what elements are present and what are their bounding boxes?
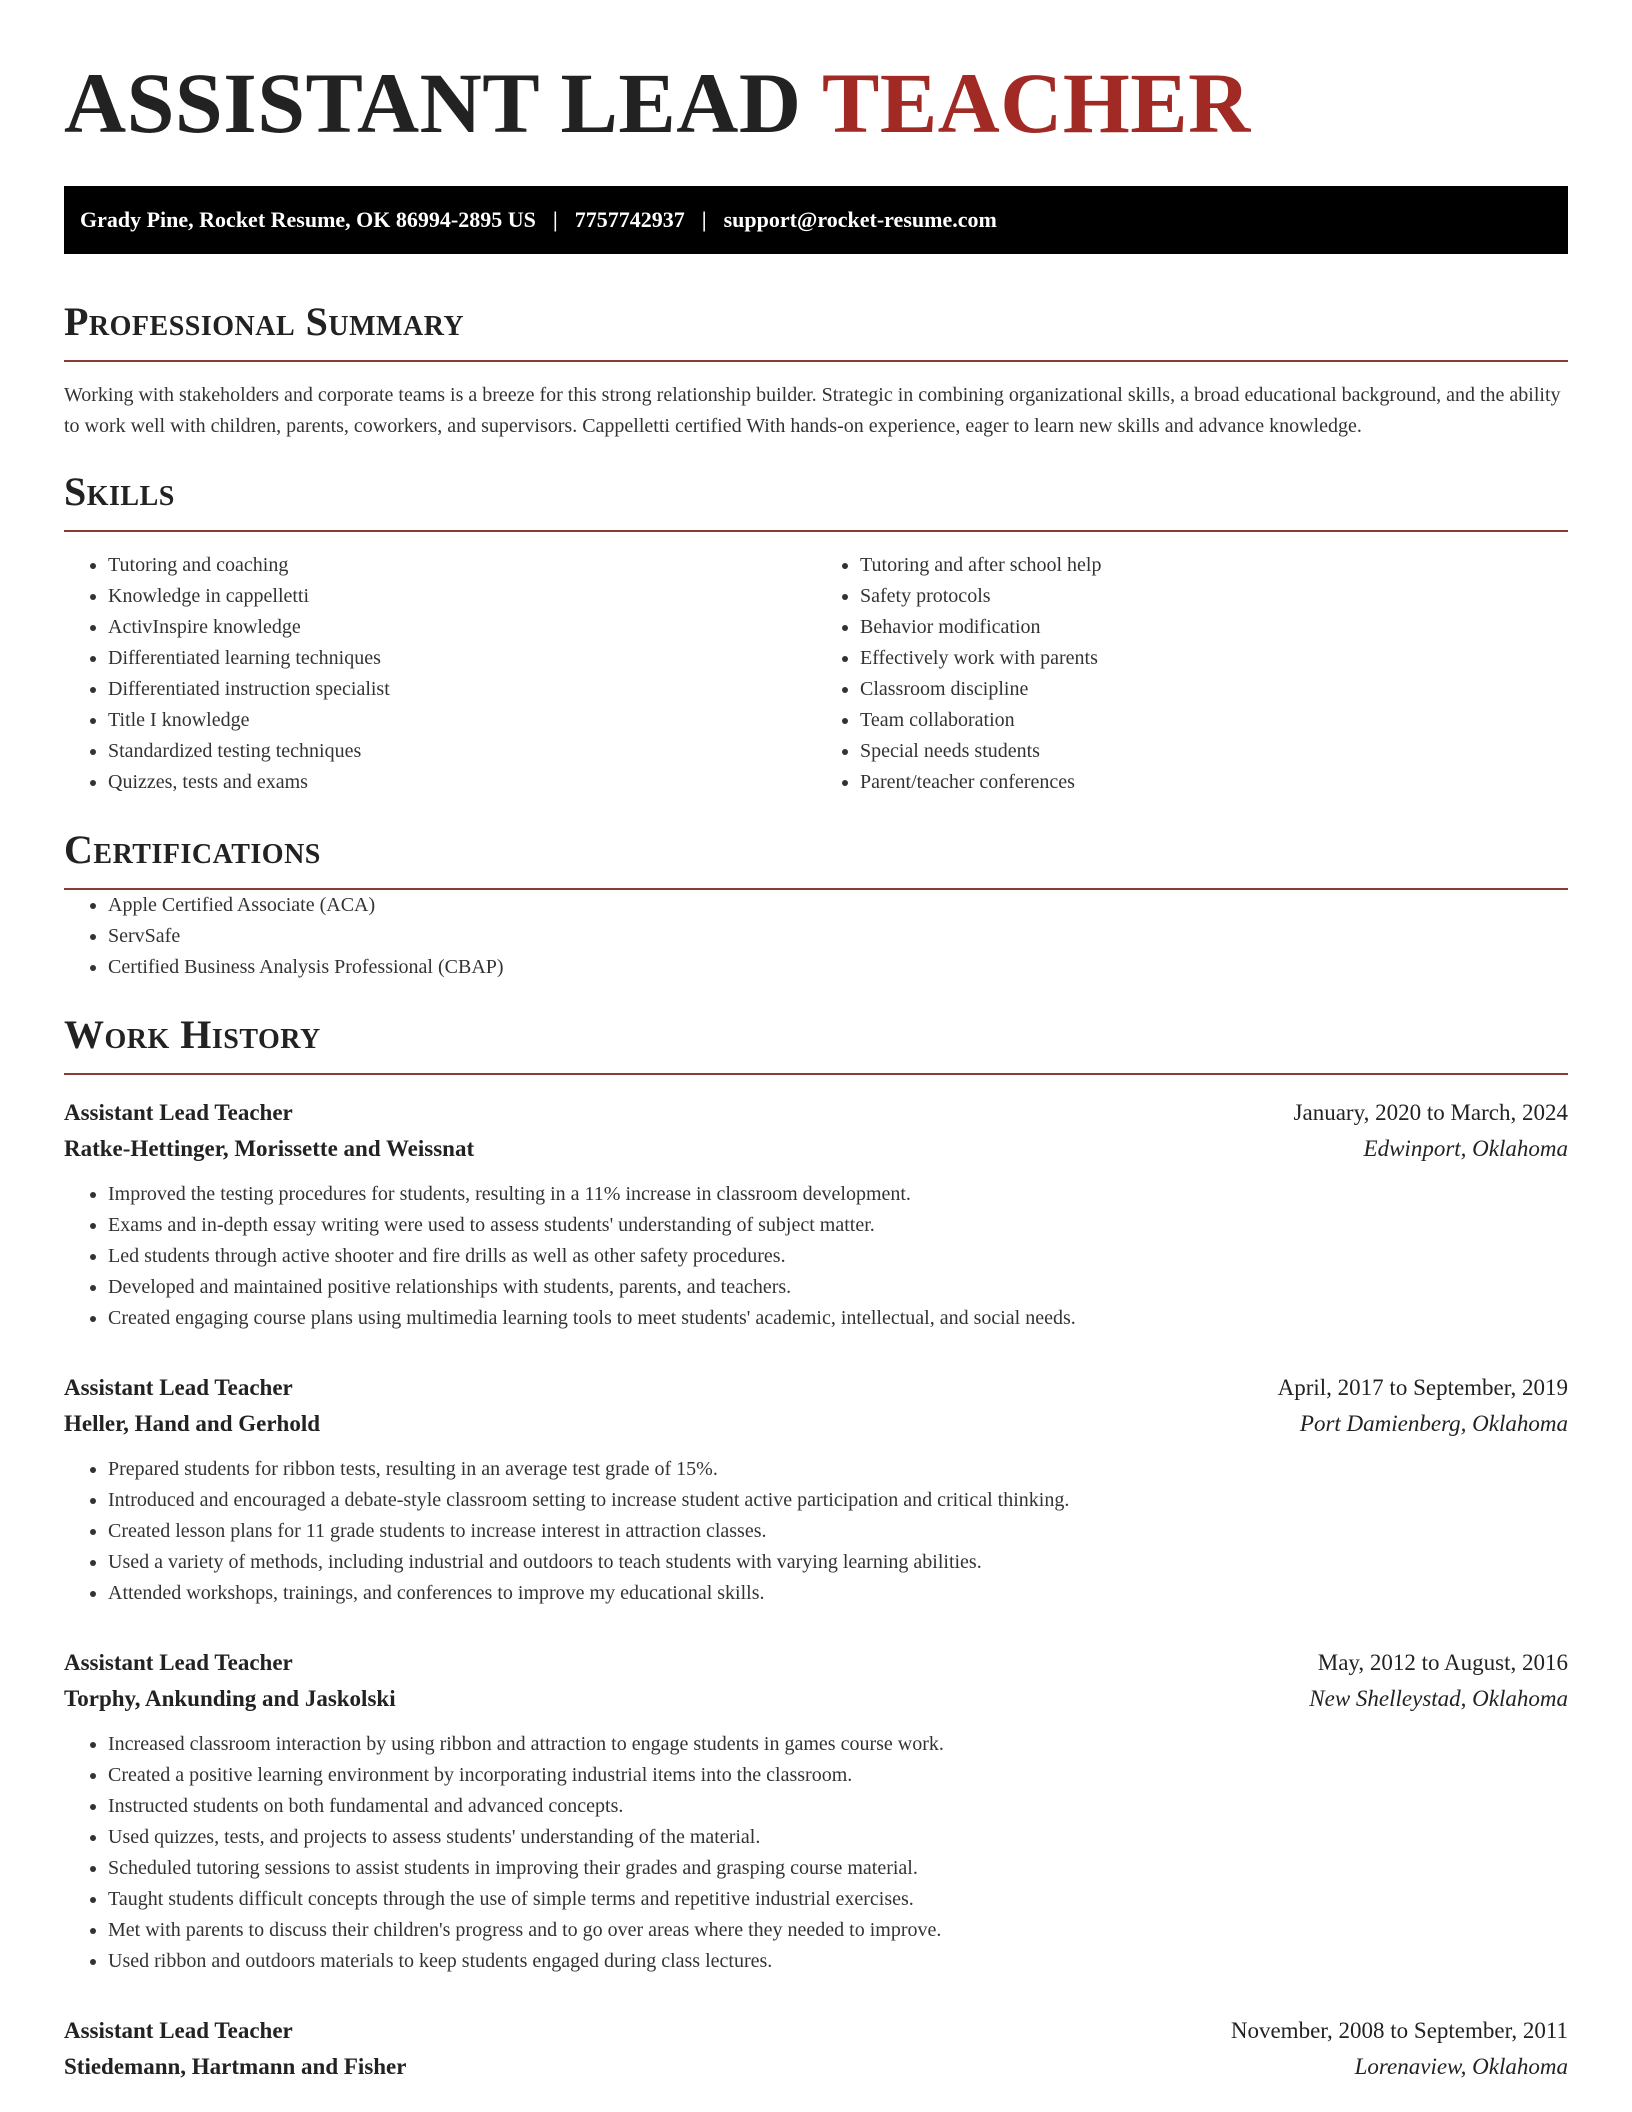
job-duty: • Used quizzes, tests, and projects to assess students' understanding of the material. — [108, 1822, 1568, 1853]
job-company-row — [64, 1131, 1568, 1167]
job-duty: • Taught students difficult concepts through the use of simple terms and repetitive industrial exercises. — [108, 1884, 1568, 1915]
skill-item: • Title I knowledge — [108, 705, 816, 736]
job-company: Stiedemann, Hartmann and Fisher — [64, 2054, 407, 2079]
certification-item: • ServSafe — [108, 921, 1568, 952]
job-duty: • Developed and maintained positive relationships with students, parents, and teachers. — [108, 1272, 1568, 1303]
contact-email: support@rocket-resume.com — [723, 207, 997, 232]
job-duty: • Instructed students on both fundamental and advanced concepts. — [108, 1791, 1568, 1822]
skill-item: • Tutoring and coaching — [108, 550, 816, 581]
skill-item: • Safety protocols — [860, 581, 1568, 612]
skill-item: • Differentiated instruction specialist — [108, 674, 816, 705]
skill-item: • Behavior modification — [860, 612, 1568, 643]
skill-item: • Special needs students — [860, 736, 1568, 767]
job-duty: • Met with parents to discuss their children's progress and to go over areas where they needed to improve. — [108, 1915, 1568, 1946]
contact-separator: | — [552, 207, 558, 232]
job-duty: • Created a positive learning environment by incorporating industrial items into the classroom. — [108, 1760, 1568, 1791]
skill-item: • Quizzes, tests and exams — [108, 767, 816, 798]
job-company-row — [64, 1406, 1568, 1442]
job-entry — [64, 1645, 1568, 1977]
job-duty: • Used ribbon and outdoors materials to keep students engaged during class lectures. — [108, 1946, 1568, 1977]
job-duty: • Improved the testing procedures for students, resulting in a 11% increase in classroom development. — [108, 1179, 1568, 1210]
skills-left-list — [64, 550, 816, 798]
job-duty: • Increased classroom interaction by using ribbon and attraction to engage students in games course work. — [108, 1729, 1568, 1760]
job-entry — [64, 2013, 1568, 2085]
skill-item: • Classroom discipline — [860, 674, 1568, 705]
job-title-row — [64, 1645, 1568, 1681]
job-dates: April, 2017 to September, 2019 — [1277, 1375, 1568, 1400]
summary-heading: Professional Summary — [64, 298, 1568, 362]
job-title-row — [64, 2013, 1568, 2049]
job-duty: • Exams and in-depth essay writing were used to assess students' understanding of subject matter. — [108, 1210, 1568, 1241]
resume-title — [64, 55, 1568, 151]
job-duty: • Introduced and encouraged a debate-style classroom setting to increase student active participation and critical thinking. — [108, 1485, 1568, 1516]
job-title-row — [64, 1095, 1568, 1131]
job-company-row — [64, 1681, 1568, 1717]
job-duties-list — [64, 1454, 1568, 1609]
skill-item: • Knowledge in cappelletti — [108, 581, 816, 612]
contact-address: Grady Pine, Rocket Resume, OK 86994-2895 US — [80, 207, 536, 232]
contact-phone: 7757742937 — [574, 207, 685, 232]
job-title-row — [64, 1370, 1568, 1406]
job-duty: • Scheduled tutoring sessions to assist students in improving their grades and grasping course material. — [108, 1853, 1568, 1884]
summary-text: Working with stakeholders and corporate teams is a breeze for this strong relationship builder. Strategic in combining organizational skills, a broad educational background, and the ability to work well with children, parents, coworkers, and supervisors. Cappelletti certified With hands-on experience, eager to learn new skills and advance knowledge. — [64, 384, 1561, 437]
certification-item: • Apple Certified Associate (ACA) — [108, 890, 1568, 921]
skill-item: • Differentiated learning techniques — [108, 643, 816, 674]
job-title: Assistant Lead Teacher — [64, 1650, 293, 1675]
job-duty: • Used a variety of methods, including industrial and outdoors to teach students with varying learning abilities. — [108, 1547, 1568, 1578]
skills-heading: Skills — [64, 468, 1568, 532]
skill-item: • Effectively work with parents — [860, 643, 1568, 674]
job-company-row — [64, 2049, 1568, 2085]
job-entry — [64, 1370, 1568, 1609]
job-dates: November, 2008 to September, 2011 — [1230, 2018, 1568, 2043]
skill-item: • Standardized testing techniques — [108, 736, 816, 767]
job-title: Assistant Lead Teacher — [64, 1100, 293, 1125]
job-title: Assistant Lead Teacher — [64, 1375, 293, 1400]
job-duty: • Created engaging course plans using multimedia learning tools to meet students' academic, intellectual, and social needs. — [108, 1303, 1568, 1334]
job-location: Lorenaview, Oklahoma — [1354, 2054, 1568, 2079]
certifications-list — [64, 890, 1568, 983]
contact-separator: | — [701, 207, 707, 232]
skill-item: • Tutoring and after school help — [860, 550, 1568, 581]
job-company: Torphy, Ankunding and Jaskolski — [64, 1686, 396, 1711]
certifications-heading: Certifications — [64, 826, 1568, 890]
skills-grid — [64, 550, 1568, 798]
contact-bar — [64, 186, 1568, 254]
job-company: Heller, Hand and Gerhold — [64, 1411, 321, 1436]
job-dates: May, 2012 to August, 2016 — [1317, 1650, 1568, 1675]
skill-item: • Parent/teacher conferences — [860, 767, 1568, 798]
job-duty: • Prepared students for ribbon tests, resulting in an average test grade of 15%. — [108, 1454, 1568, 1485]
job-entry — [64, 1095, 1568, 1334]
job-dates: January, 2020 to March, 2024 — [1293, 1100, 1568, 1125]
job-title: Assistant Lead Teacher — [64, 2018, 293, 2043]
job-location: Edwinport, Oklahoma — [1363, 1136, 1568, 1161]
job-duty: • Created lesson plans for 11 grade students to increase interest in attraction classes. — [108, 1516, 1568, 1547]
skill-item: • ActivInspire knowledge — [108, 612, 816, 643]
job-duties-list — [64, 1179, 1568, 1334]
work-history-heading: Work History — [64, 1011, 1568, 1075]
title-main: ASSISTANT LEAD — [64, 55, 802, 151]
certification-item: • Certified Business Analysis Professional (CBAP) — [108, 952, 1568, 983]
skills-right-list — [816, 550, 1568, 798]
job-duties-list — [64, 1729, 1568, 1977]
job-company: Ratke-Hettinger, Morissette and Weissnat — [64, 1136, 475, 1161]
job-duty: • Attended workshops, trainings, and conferences to improve my educational skills. — [108, 1578, 1568, 1609]
title-accent: TEACHER — [821, 55, 1251, 151]
job-location: Port Damienberg, Oklahoma — [1299, 1411, 1568, 1436]
job-duty: • Led students through active shooter and fire drills as well as other safety procedures. — [108, 1241, 1568, 1272]
skill-item: • Team collaboration — [860, 705, 1568, 736]
job-location: New Shelleystad, Oklahoma — [1309, 1686, 1568, 1711]
